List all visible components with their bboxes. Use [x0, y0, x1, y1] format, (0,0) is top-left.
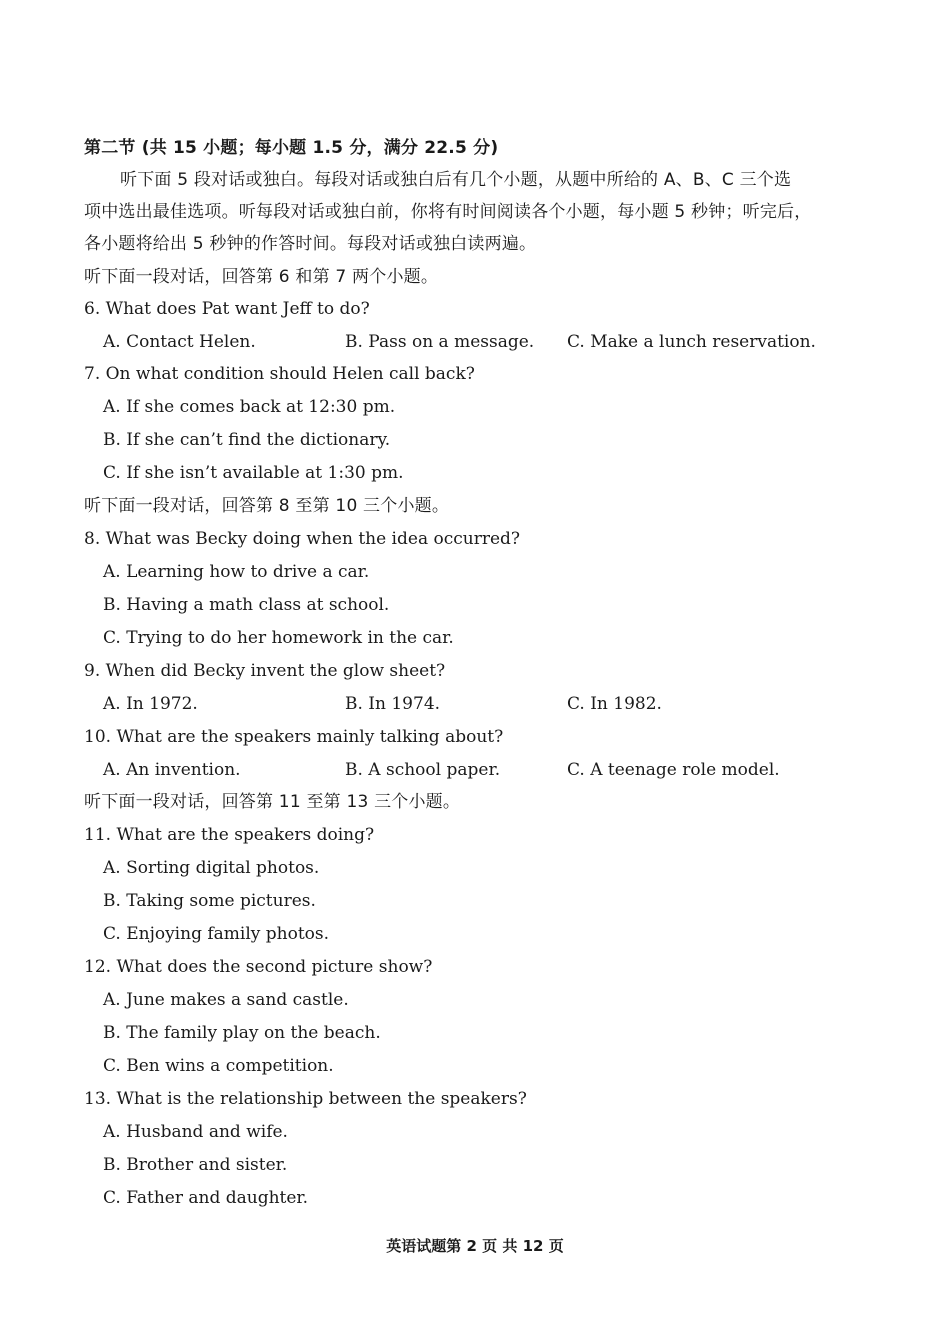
question-13-stem: 13. What is the relationship between the speakers? — [84, 1089, 527, 1109]
question-11-option-a: A. Sorting digital photos. — [103, 858, 320, 878]
question-10-option-a: A. An invention. — [103, 760, 241, 780]
group-prompt-3: 听下面一段对话，回答第 11 至第 13 三个小题。 — [84, 792, 461, 812]
question-6-option-b: B. Pass on a message. — [345, 332, 535, 352]
question-9-option-b: B. In 1974. — [345, 694, 441, 714]
question-13-option-c: C. Father and daughter. — [103, 1188, 309, 1208]
question-8-option-a: A. Learning how to drive a car. — [103, 562, 370, 582]
question-7-stem: 7. On what condition should Helen call back? — [84, 364, 475, 384]
instruction-line-3: 各小题将给出 5 秒钟的作答时间。每段对话或独白读两遍。 — [84, 234, 537, 254]
question-7-option-a: A. If she comes back at 12:30 pm. — [103, 397, 396, 417]
question-11-option-c: C. Enjoying family photos. — [103, 924, 330, 944]
question-11-option-b: B. Taking some pictures. — [103, 891, 316, 911]
question-6-option-a: A. Contact Helen. — [103, 332, 256, 352]
group-prompt-2: 听下面一段对话，回答第 8 至第 10 三个小题。 — [84, 496, 450, 516]
question-9-stem: 9. When did Becky invent the glow sheet? — [84, 661, 446, 681]
question-8-option-c: C. Trying to do her homework in the car. — [103, 628, 454, 648]
question-10-stem: 10. What are the speakers mainly talking about? — [84, 727, 504, 747]
question-9-option-c: C. In 1982. — [567, 694, 662, 714]
question-9-option-a: A. In 1972. — [103, 694, 198, 714]
section-heading: 第二节 (共 15 小题；每小题 1.5 分，满分 22.5 分) — [84, 138, 499, 158]
question-12-option-c: C. Ben wins a competition. — [103, 1056, 334, 1076]
question-12-option-a: A. June makes a sand castle. — [103, 990, 349, 1010]
question-6-option-c: C. Make a lunch reservation. — [567, 332, 816, 352]
question-10-option-b: B. A school paper. — [345, 760, 501, 780]
question-10-option-c: C. A teenage role model. — [567, 760, 780, 780]
question-12-stem: 12. What does the second picture show? — [84, 957, 433, 977]
question-11-stem: 11. What are the speakers doing? — [84, 825, 375, 845]
question-6-stem: 6. What does Pat want Jeff to do? — [84, 299, 370, 319]
instruction-line-1: 听下面 5 段对话或独白。每段对话或独白后有几个小题，从题中所给的 A、B、C 三个选 — [120, 170, 792, 190]
question-13-option-a: A. Husband and wife. — [103, 1122, 288, 1142]
question-8-stem: 8. What was Becky doing when the idea occurred? — [84, 529, 521, 549]
question-12-option-b: B. The family play on the beach. — [103, 1023, 381, 1043]
instruction-line-2: 项中选出最佳选项。听每段对话或独白前，你将有时间阅读各个小题，每小题 5 秒钟；听完后， — [84, 202, 812, 222]
question-7-option-c: C. If she isn’t available at 1:30 pm. — [103, 463, 404, 483]
page-footer: 英语试题第 2 页 共 12 页 — [386, 1237, 564, 1255]
question-7-option-b: B. If she can’t find the dictionary. — [103, 430, 391, 450]
group-prompt-1: 听下面一段对话，回答第 6 和第 7 两个小题。 — [84, 267, 439, 287]
question-13-option-b: B. Brother and sister. — [103, 1155, 288, 1175]
question-8-option-b: B. Having a math class at school. — [103, 595, 390, 615]
